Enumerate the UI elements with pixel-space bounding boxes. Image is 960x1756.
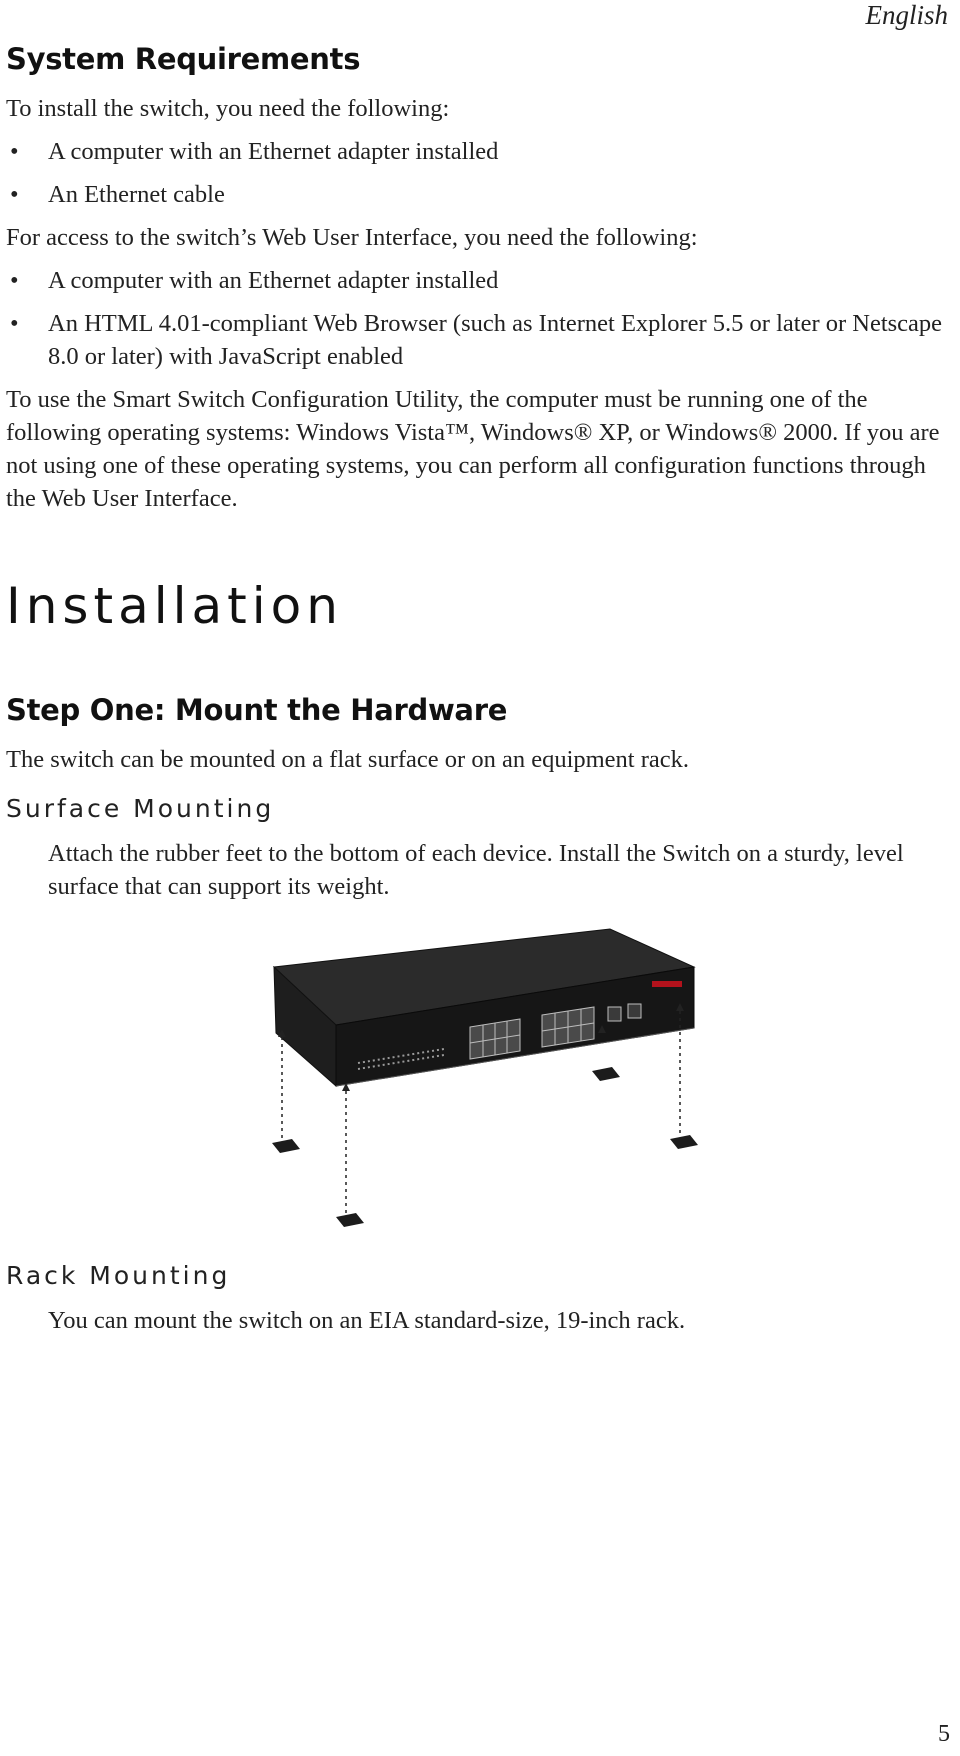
rubber-foot [336,1213,364,1227]
install-intro: To install the switch, you need the following: [6,95,450,122]
install-requirements-list [6,135,946,211]
rack-mounting-heading: Rack Mounting [6,1261,231,1290]
bullet-icon: • [10,138,19,165]
system-requirements-heading: System Requirements [6,42,361,76]
installation-heading: Installation [6,577,343,635]
brand-logo-mark [652,981,682,987]
page-number: 5 [938,1721,950,1747]
list-item [6,178,946,211]
rack-mounting-paragraph: You can mount the switch on an EIA standard-size, 19-inch rack. [48,1307,686,1334]
bullet-icon: • [10,181,19,208]
bullet-icon: • [10,267,19,294]
list-item [6,135,946,168]
list-item [6,307,946,373]
switch-mounting-diagram [6,921,946,1231]
surface-mounting-paragraph: Attach the rubber feet to the bottom of each device. Install the Switch on a sturdy, level surface that can support its weight. [48,840,904,900]
utility-paragraph: To use the Smart Switch Configuration Utility, the computer must be running one of the following operating systems: Windows Vista™, Windows® XP, or Windows® 2000. If you are not using one of these operating systems, you can perform all configuration functions through the Web User Interface. [6,386,940,512]
list-item-text: A computer with an Ethernet adapter installed [48,267,499,294]
list-item [6,264,946,297]
rubber-foot [272,1139,300,1153]
list-item-text: An HTML 4.01-compliant Web Browser (such as Internet Explorer 5.5 or later or Netscape 8.0 or later) with JavaScript enabled [48,310,943,370]
step-one-paragraph: The switch can be mounted on a flat surface or on an equipment rack. [6,746,690,773]
surface-mounting-heading: Surface Mounting [6,794,275,823]
step-one-heading: Step One: Mount the Hardware [6,693,508,727]
language-label: English [865,0,948,30]
rubber-foot [592,1067,620,1081]
rubber-feet [272,1067,698,1227]
switch-illustration [6,921,946,1231]
list-item-text: An Ethernet cable [48,181,225,208]
rubber-foot [670,1135,698,1149]
page-content [6,42,946,1347]
list-item-text: A computer with an Ethernet adapter installed [48,138,499,165]
web-access-intro: For access to the switch’s Web User Interface, you need the following: [6,224,698,251]
bullet-icon: • [10,310,19,337]
web-requirements-list [6,264,946,373]
